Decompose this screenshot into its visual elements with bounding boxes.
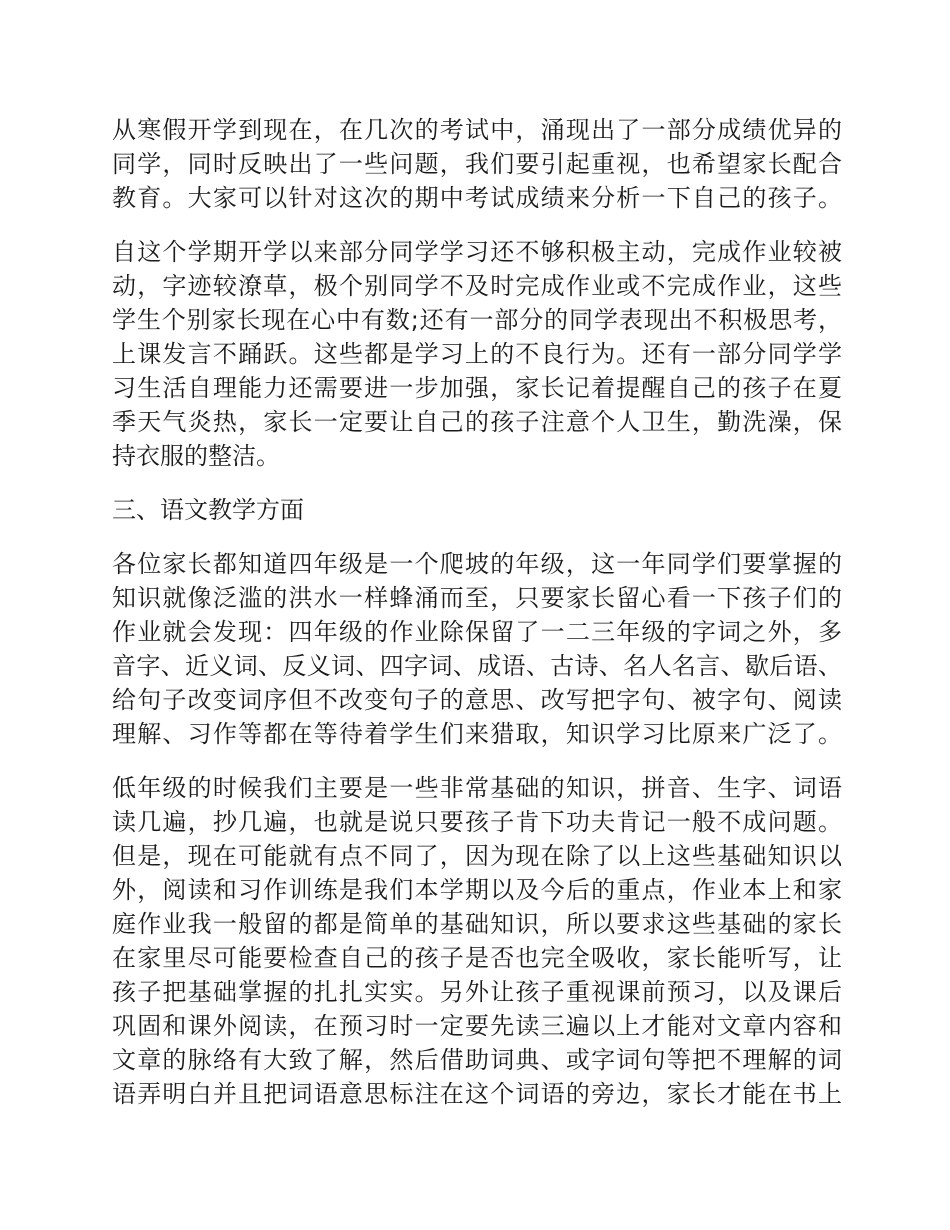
text-line: 教育。大家可以针对这次的期中考试成绩来分析一下自己的孩子。 [112,184,842,212]
text-line: 作业就会发现：四年级的作业除保留了一二三年级的字词之外，多 [112,618,842,646]
text-line: 动，字迹较潦草，极个别同学不及时完成作业或不完成作业，这些 [112,272,842,300]
text-line: 音字、近义词、反义词、四字词、成语、古诗、名人名言、歇后语、 [112,652,842,680]
text-line: 低年级的时候我们主要是一些非常基础的知识，拼音、生字、词语 [112,774,842,802]
text-line: 理解、习作等都在等待着学生们来猎取，知识学习比原来广泛了。 [112,720,842,748]
paragraph-2 [112,235,842,473]
text-line: 读几遍，抄几遍，也就是说只要孩子肯下功夫肯记一般不成问题。 [112,808,842,836]
text-line: 在家里尽可能要检查自己的孩子是否也完全吸收，家长能听写，让 [112,944,842,972]
text-line: 同学，同时反映出了一些问题，我们要引起重视，也希望家长配合 [112,150,842,178]
text-line: 自这个学期开学以来部分同学学习还不够积极主动，完成作业较被 [112,238,842,266]
text-line: 外，阅读和习作训练是我们本学期以及今后的重点，作业本上和家 [112,876,842,904]
text-line: 学生个别家长现在心中有数;还有一部分的同学表现出不积极思考， [112,306,842,334]
paragraph-4 [112,771,842,1111]
text-line: 语弄明白并且把词语意思标注在这个词语的旁边，家长才能在书上 [112,1080,842,1108]
document-body [112,113,842,1131]
text-line: 从寒假开学到现在，在几次的考试中，涌现出了一部分成绩优异的 [112,116,842,144]
section-heading [112,493,842,527]
text-line: 文章的脉络有大致了解，然后借助词典、或字词句等把不理解的词 [112,1046,842,1074]
text-line: 给句子改变词序但不改变句子的意思、改写把字句、被字句、阅读 [112,686,842,714]
text-line: 季天气炎热，家长一定要让自己的孩子注意个人卫生，勤洗澡，保 [112,408,842,436]
paragraph-3 [112,547,842,751]
text-line: 习生活自理能力还需要进一步加强，家长记着提醒自己的孩子在夏 [112,374,842,402]
text-line: 孩子把基础掌握的扎扎实实。另外让孩子重视课前预习，以及课后 [112,978,842,1006]
text-line: 上课发言不踊跃。这些都是学习上的不良行为。还有一部分同学学 [112,340,842,368]
text-line: 巩固和课外阅读，在预习时一定要先读三遍以上才能对文章内容和 [112,1012,842,1040]
text-line: 庭作业我一般留的都是简单的基础知识，所以要求这些基础的家长 [112,910,842,938]
text-line: 持衣服的整洁。 [112,442,280,470]
paragraph-1 [112,113,842,215]
text-line: 知识就像泛滥的洪水一样蜂涌而至，只要家长留心看一下孩子们的 [112,584,842,612]
heading-text: 三、语文教学方面 [112,496,304,524]
text-line: 各位家长都知道四年级是一个爬坡的年级，这一年同学们要掌握的 [112,550,842,578]
text-line: 但是，现在可能就有点不同了，因为现在除了以上这些基础知识以 [112,842,842,870]
